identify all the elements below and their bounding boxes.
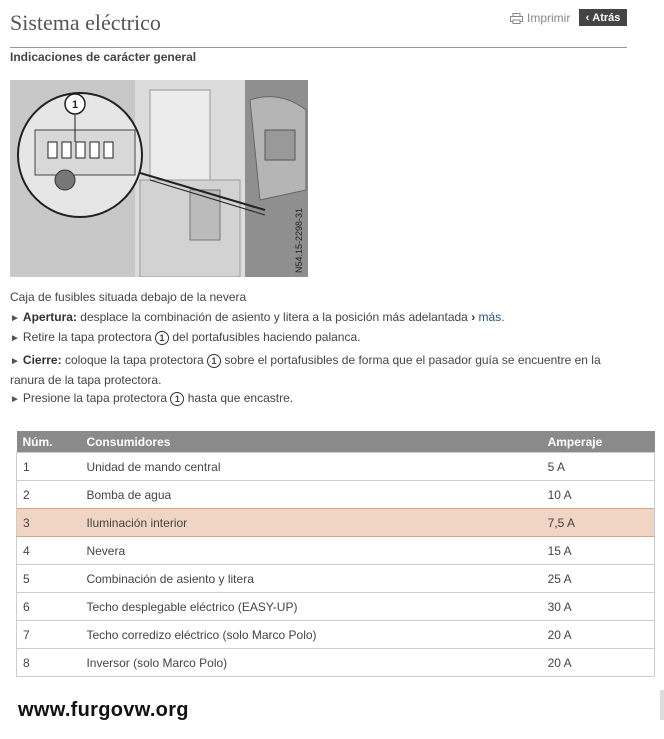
callout-number: 1 [170, 392, 184, 406]
chevron-right-icon: › [471, 310, 476, 324]
section-subtitle: Indicaciones de carácter general [10, 50, 197, 64]
step-presione: ► Presione la tapa protectora 1 hasta que encastre. [10, 391, 294, 405]
watermark: www.furgovw.org [18, 699, 189, 721]
fuse-box-illustration [10, 80, 308, 277]
title-divider [10, 47, 627, 48]
print-label: Imprimir [527, 11, 571, 25]
table-row: 2 Bomba de agua 10 A [17, 481, 655, 509]
page-title: Sistema eléctrico [10, 10, 161, 35]
fuse-box-photo [10, 80, 308, 277]
table-row: 1 Unidad de mando central 5 A [17, 453, 655, 481]
back-button[interactable] [579, 9, 627, 26]
step-cierre: ► Cierre: coloque la tapa protectora 1 sobre el portafusibles de forma que el pasador guía se encuentre en la ranura de la tapa protectora. [10, 353, 601, 387]
figure-code: N54.15-2298-31 [294, 207, 304, 273]
back-label: Atrás [592, 11, 621, 24]
printer-icon [510, 13, 523, 24]
arrow-right-icon: ► [10, 394, 20, 405]
step-retire: ► Retire la tapa protectora 1 del portafusibles haciendo palanca. [10, 330, 361, 344]
table-row: 7 Techo corredizo eléctrico (solo Marco Polo) 20 A [17, 621, 655, 649]
table-row: 8 Inversor (solo Marco Polo) 20 A [17, 649, 655, 677]
figure-caption: Caja de fusibles situada debajo de la nevera [10, 290, 247, 304]
fuse-table [16, 431, 655, 677]
scrollbar[interactable] [660, 690, 664, 720]
more-link[interactable]: más [478, 310, 502, 324]
table-row: 5 Combinación de asiento y litera 25 A [17, 565, 655, 593]
print-button[interactable] [510, 11, 570, 25]
header-amperage: Amperaje [542, 431, 655, 453]
table-header-row [17, 431, 655, 453]
table-row-highlighted: 3 Iluminación interior 7,5 A [17, 509, 655, 537]
arrow-right-icon: ► [10, 356, 20, 367]
callout-number: 1 [207, 354, 221, 368]
arrow-right-icon: ► [10, 333, 20, 344]
callout-number: 1 [155, 331, 169, 345]
arrow-right-icon: ► [10, 313, 20, 324]
figure-callout: 1 [71, 99, 79, 111]
chevron-left-icon: ‹ [585, 11, 590, 24]
header-consumers: Consumidores [80, 431, 541, 453]
table-row: 6 Techo desplegable eléctrico (EASY-UP) 30 A [17, 593, 655, 621]
header-num: Núm. [17, 431, 81, 453]
table-row: 4 Nevera 15 A [17, 537, 655, 565]
step-apertura: ► Apertura: desplace la combinación de asiento y litera a la posición más adelantada › más. [10, 310, 505, 324]
